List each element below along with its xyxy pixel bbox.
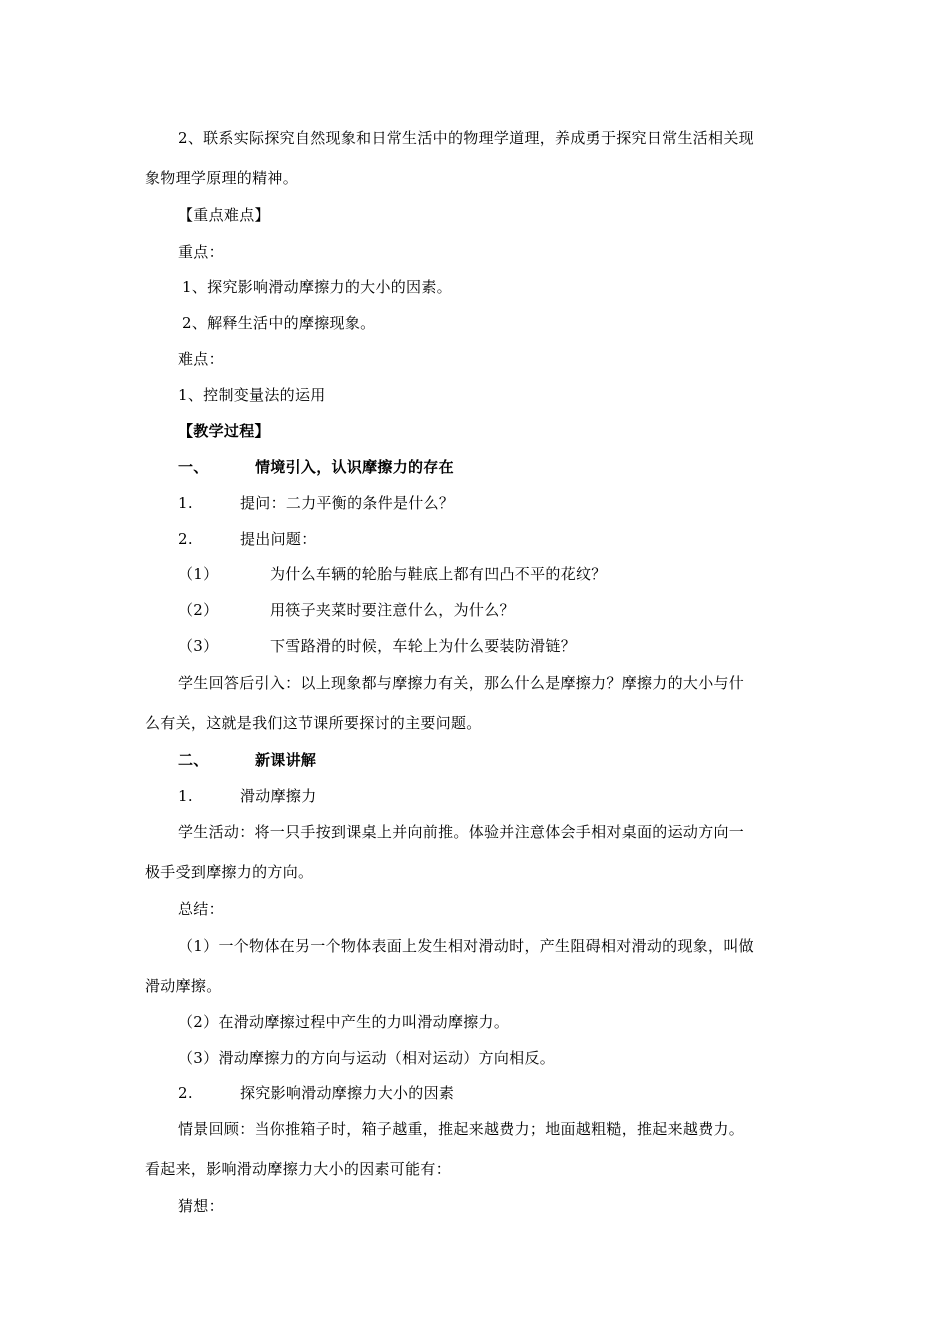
label-difficulty: 难点： — [178, 350, 224, 368]
heading-key-points: 【重点难点】 — [178, 206, 270, 224]
section-2-heading — [178, 750, 316, 770]
sub-list-item — [178, 636, 576, 656]
sub-list-item — [178, 564, 607, 584]
list-item-number: 1. — [178, 494, 193, 512]
section-2-number: 二、 — [178, 751, 209, 769]
section-1-title: 情境引入，认识摩擦力的存在 — [255, 458, 454, 476]
sub-list-item-text: 下雪路滑的时候，车轮上为什么要装防滑链？ — [270, 637, 577, 655]
list-item-text: 探究影响滑动摩擦力大小的因素 — [240, 1084, 455, 1102]
sub-list-item — [178, 600, 515, 620]
sub-list-item-text: 用筷子夹菜时要注意什么，为什么？ — [270, 601, 515, 619]
intro-paragraph-line-1: 学生回答后引入：以上现象都与摩擦力有关，那么什么是摩擦力？摩擦力的大小与什 — [178, 674, 745, 692]
section-1-number: 一、 — [178, 458, 209, 476]
heading-teaching-process: 【教学过程】 — [178, 422, 270, 440]
label-guess: 猜想： — [178, 1197, 224, 1215]
list-item-number: 1. — [178, 787, 193, 805]
list-item-text: 提问：二力平衡的条件是什么？ — [240, 494, 455, 512]
scenario-paragraph-line-1: 情景回顾：当你推箱子时，箱子越重，推起来越费力；地面越粗糙，推起来越费力。 — [178, 1120, 745, 1138]
scenario-paragraph-line-2: 看起来，影响滑动摩擦力大小的因素可能有： — [145, 1160, 452, 1178]
section-2-title: 新课讲解 — [255, 751, 317, 769]
summary-point-3: （3）滑动摩擦力的方向与运动（相对运动）方向相反。 — [178, 1049, 556, 1067]
objective-2-line-1: 2、联系实际探究自然现象和日常生活中的物理学道理，养成勇于探究日常生活相关现 — [178, 129, 754, 147]
section-1-heading — [178, 457, 454, 477]
sub-list-item-number: （1） — [178, 565, 219, 583]
objective-2-line-2: 象物理学原理的精神。 — [145, 169, 299, 187]
activity-paragraph-line-1: 学生活动：将一只手按到课桌上并向前推。体验并注意体会手相对桌面的运动方向一 — [178, 823, 745, 841]
activity-paragraph-line-2: 极手受到摩擦力的方向。 — [145, 863, 314, 881]
sub-list-item-number: （3） — [178, 637, 219, 655]
summary-point-1-line-1: （1）一个物体在另一个物体表面上发生相对滑动时，产生阻碍相对滑动的现象，叫做 — [178, 937, 754, 955]
list-item-text: 滑动摩擦力 — [240, 787, 317, 805]
sub-list-item-number: （2） — [178, 601, 219, 619]
difficulty-1: 1、控制变量法的运用 — [178, 386, 326, 404]
list-item — [178, 493, 454, 513]
sub-list-item-text: 为什么车辆的轮胎与鞋底上都有凹凸不平的花纹？ — [270, 565, 607, 583]
list-item — [178, 786, 317, 806]
list-item — [178, 1083, 454, 1103]
key-point-2: 2、解释生活中的摩擦现象。 — [182, 314, 376, 332]
summary-point-1-line-2: 滑动摩擦。 — [145, 977, 222, 995]
label-summary: 总结： — [178, 900, 224, 918]
list-item-text: 提出问题： — [240, 530, 317, 548]
list-item-number: 2. — [178, 1084, 193, 1102]
list-item-number: 2. — [178, 530, 193, 548]
key-point-1: 1、探究影响滑动摩擦力的大小的因素。 — [182, 278, 452, 296]
summary-point-2: （2）在滑动摩擦过程中产生的力叫滑动摩擦力。 — [178, 1013, 510, 1031]
intro-paragraph-line-2: 么有关，这就是我们这节课所要探讨的主要问题。 — [145, 714, 482, 732]
label-key-point: 重点： — [178, 243, 224, 261]
list-item — [178, 529, 317, 549]
